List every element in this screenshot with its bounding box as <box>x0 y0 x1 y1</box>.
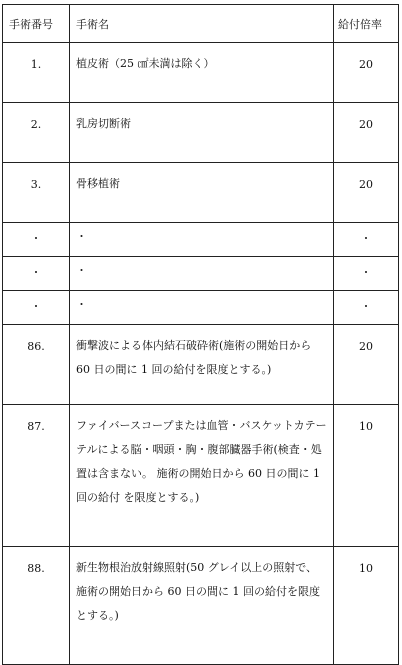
benefit-rate-cell: 20 <box>334 43 399 103</box>
table-row <box>3 547 399 665</box>
benefit-rate-cell: 20 <box>334 163 399 223</box>
surgery-benefit-table <box>2 4 399 665</box>
surgery-number-cell: 2. <box>3 103 70 163</box>
surgery-name-cell <box>70 405 334 547</box>
benefit-rate-cell: 20 <box>334 325 399 405</box>
surgery-name-text: ファイバースコープまたは血管・バスケットカテーテルによる脳・咽頭・胸・腹部臓器手術(検査・処置は含まない。 施術の開始日から 60 日の間に 1 回の給付 を限度とする。) <box>76 419 327 504</box>
table-row <box>3 103 399 163</box>
surgery-name-cell <box>70 163 334 223</box>
surgery-name-text: ・ <box>76 230 87 243</box>
surgery-name-text: ・ <box>76 264 87 277</box>
surgery-number-cell: 87. <box>3 405 70 547</box>
surgery-name-cell <box>70 291 334 325</box>
table-row-ellipsis <box>3 291 399 325</box>
surgery-name-cell <box>70 257 334 291</box>
surgery-number-cell: 88. <box>3 547 70 665</box>
surgery-number-cell: ・ <box>3 257 70 291</box>
benefit-rate-cell: ・ <box>334 223 399 257</box>
surgery-name-cell <box>70 547 334 665</box>
benefit-rate-cell: 10 <box>334 405 399 547</box>
surgery-name-cell <box>70 223 334 257</box>
table-row <box>3 163 399 223</box>
column-header-name: 手術名 <box>70 5 334 43</box>
column-header-number: 手術番号 <box>3 5 70 43</box>
benefit-rate-cell: 10 <box>334 547 399 665</box>
benefit-rate-cell: ・ <box>334 257 399 291</box>
benefit-rate-cell: ・ <box>334 291 399 325</box>
surgery-name-text: 骨移植術 <box>76 177 120 190</box>
surgery-name-text: 乳房切断術 <box>76 117 131 130</box>
surgery-name-text: 新生物根治放射線照射(50 グレイ以上の照射で、施術の開始日から 60 日の間に 1 回の給付を限度とする。) <box>76 561 320 622</box>
surgery-name-cell <box>70 325 334 405</box>
surgery-name-cell <box>70 103 334 163</box>
column-header-rate: 給付倍率 <box>334 5 399 43</box>
surgery-number-cell: ・ <box>3 223 70 257</box>
surgery-name-text: 植皮術（25 ㎠未満は除く） <box>76 57 215 70</box>
table-row-ellipsis <box>3 257 399 291</box>
surgery-name-text: 衝撃波による体内結石破砕術(施術の開始日から 60 日の間に 1 回の給付を限度とする。) <box>76 339 312 376</box>
table-header-row <box>3 5 399 43</box>
table-row-ellipsis <box>3 223 399 257</box>
surgery-number-cell: ・ <box>3 291 70 325</box>
surgery-name-text: ・ <box>76 298 87 311</box>
surgery-name-cell <box>70 43 334 103</box>
table-row <box>3 325 399 405</box>
surgery-number-cell: 1. <box>3 43 70 103</box>
table-row <box>3 43 399 103</box>
surgery-number-cell: 86. <box>3 325 70 405</box>
table-row <box>3 405 399 547</box>
benefit-rate-cell: 20 <box>334 103 399 163</box>
surgery-number-cell: 3. <box>3 163 70 223</box>
